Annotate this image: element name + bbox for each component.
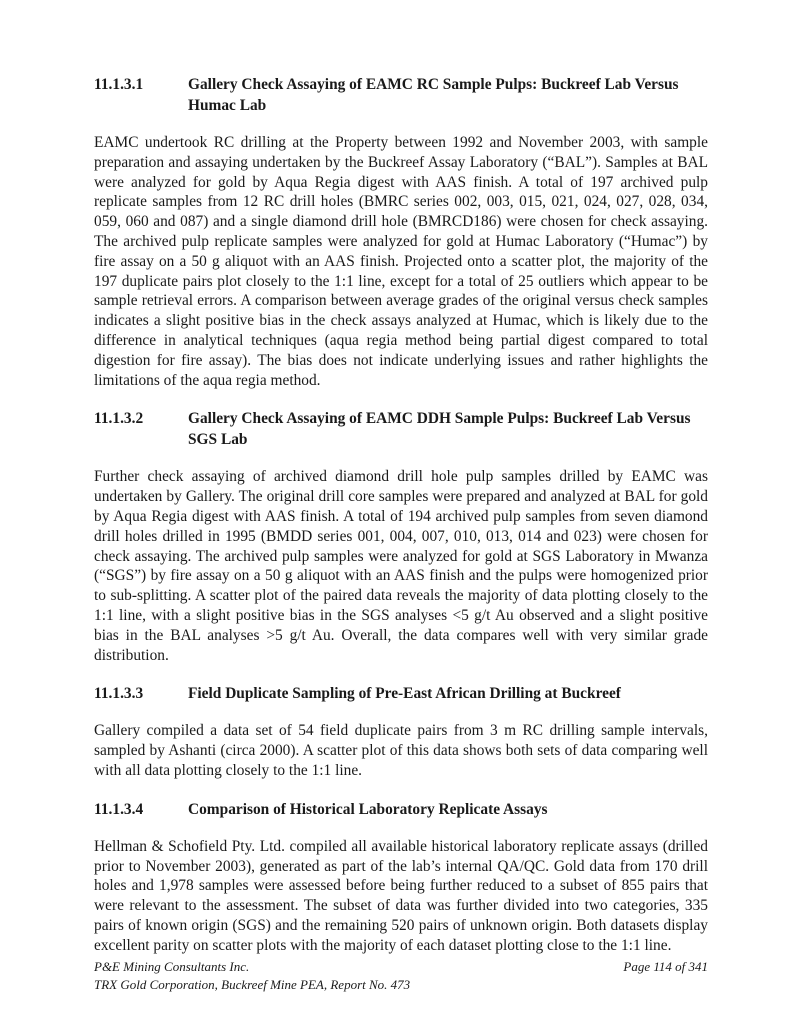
- footer-company: P&E Mining Consultants Inc.: [94, 959, 250, 974]
- section-paragraph: Further check assaying of archived diamond drill hole pulp samples drilled by EAMC was undertaken by Gallery. The original drill core samples were prepared and analyzed at BAL for gold by Aqua Regia digest with AAS finish. A total of 194 archived pulp samples from seven diamond drill holes drilled in 1995 (BMDD series 001, 004, 007, 010, 013, 014 and 023) were chosen for check assaying. The archived pulp samples were analyzed for gold at SGS Laboratory in Mwanza (“SGS”) by fire assay on a 50 g aliquot with an AAS finish and the pulps were homogenized prior to sub-splitting. A scatter plot of the paired data reveals the majority of data plotting closely to the 1:1 line, with a slight positive bias in the SGS analyses <5 g/t Au observed and a slight positive bias in the BAL analyses >5 g/t Au. Overall, the data compares well with very similar grade distribution.: [94, 468, 708, 664]
- section-number: 11.1.3.4: [94, 800, 144, 818]
- section-11-1-3-4: [94, 799, 708, 956]
- section-title: Gallery Check Assaying of EAMC DDH Sample Pulps: Buckreef Lab Versus SGS Lab: [188, 410, 691, 449]
- footer-row-top: [94, 958, 708, 976]
- section-heading: [94, 799, 708, 820]
- page-footer: [94, 958, 708, 994]
- section-heading: [94, 408, 708, 450]
- footer-report: TRX Gold Corporation, Buckreef Mine PEA, Report No. 473: [94, 977, 411, 992]
- footer-row-bottom: [94, 976, 708, 994]
- document-page: [94, 74, 708, 974]
- section-11-1-3-3: [94, 683, 708, 780]
- section-paragraph: EAMC undertook RC drilling at the Property between 1992 and November 2003, with sample preparation and assaying undertaken by the Buckreef Assay Laboratory (“BAL”). Samples at BAL were analyzed for gold by Aqua Regia digest with AAS finish. A total of 197 archived pulp replicate samples from 12 RC drill holes (BMRC series 002, 003, 015, 021, 024, 027, 028, 034, 059, 060 and 087) and a single diamond drill hole (BMRCD186) were chosen for check assaying. The archived pulp replicate samples were analyzed for gold at Humac Laboratory (“Humac”) by fire assay on a 50 g aliquot with an AAS finish. Projected onto a scatter plot, the majority of the 197 duplicate pairs plot closely to the 1:1 line, except for a total of 25 outliers which appear to be sample retrieval errors. A comparison between average grades of the original versus check samples indicates a slight positive bias in the check assays analyzed at Humac, which is likely due to the difference in analytical techniques (aqua regia method being partial digest compared to total digestion for fire assay). The bias does not indicate underlying issues and rather highlights the limitations of the aqua regia method.: [94, 134, 708, 389]
- section-paragraph: Hellman & Schofield Pty. Ltd. compiled all available historical laboratory replicate assays (drilled prior to November 2003), generated as part of the lab’s internal QA/QC. Gold data from 170 drill holes and 1,978 samples were assessed before being further reduced to a subset of 855 pairs that were relevant to the assessment. The subset of data was further divided into two categories, 335 pairs of known origin (SGS) and the remaining 520 pairs of unknown origin. Both datasets display excellent parity on scatter plots with the majority of each dataset plotting close to the 1:1 line.: [94, 837, 708, 954]
- section-title: Gallery Check Assaying of EAMC RC Sample Pulps: Buckreef Lab Versus Humac Lab: [188, 76, 679, 114]
- section-11-1-3-2: [94, 408, 708, 665]
- section-heading: [94, 683, 708, 704]
- section-heading: [94, 74, 708, 116]
- section-title: Comparison of Historical Laboratory Replicate Assays: [188, 800, 548, 818]
- section-title: Field Duplicate Sampling of Pre-East African Drilling at Buckreef: [188, 685, 621, 703]
- section-paragraph: Gallery compiled a data set of 54 field duplicate pairs from 3 m RC drilling sample intervals, sampled by Ashanti (circa 2000). A scatter plot of this data shows both sets of data comparing well with all data plotting closely to the 1:1 line.: [94, 722, 708, 779]
- section-number: 11.1.3.1: [94, 76, 144, 93]
- footer-page-number: Page 114 of 341: [623, 959, 708, 974]
- section-number: 11.1.3.2: [94, 410, 144, 428]
- section-number: 11.1.3.3: [94, 685, 144, 703]
- section-11-1-3-1: [94, 74, 708, 390]
